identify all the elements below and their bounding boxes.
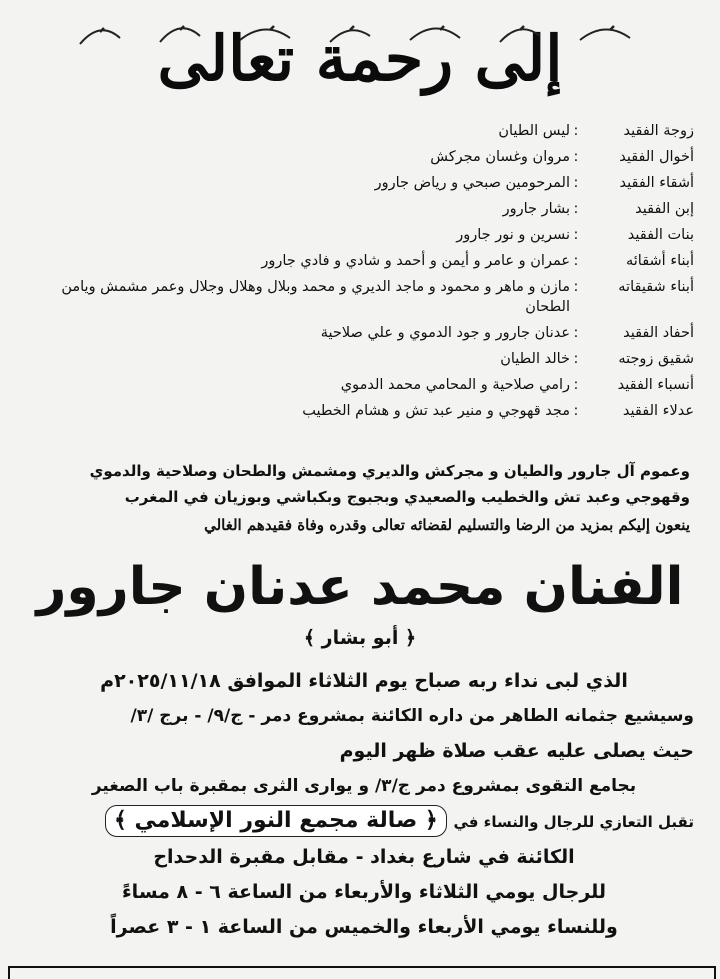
family-row: [24, 222, 694, 248]
family-value: المرحومين صبحي و رياض جارور: [374, 175, 570, 191]
family-value: عدنان جارور و جود الدموي و علي صلاحية: [320, 325, 570, 341]
family-row: [24, 248, 694, 274]
prayer-line: حيث يصلى عليه عقب صلاة ظهر اليوم: [339, 740, 694, 762]
family-value: بشار جارور: [502, 201, 570, 217]
family-key: أشقاء الفقيد: [619, 175, 694, 191]
family-row: [24, 118, 694, 144]
deceased-nickname: ﴿ أبو بشار ﴾: [303, 627, 417, 649]
colon: :: [573, 279, 579, 295]
family-key: أبناء شقيقاته: [618, 279, 694, 295]
header: [40, 14, 680, 104]
family-row: [24, 398, 694, 424]
family-value: مجد قهوجي و منير عبد تش و هشام الخطيب: [302, 403, 570, 419]
men-hours-line: للرجال يومي الثلاثاء والأربعاء من الساعة ٦ - ٨ مساءً: [121, 881, 607, 903]
surnames-line: وعموم آل جارور والطيان و مجركش والديري ومشمش والطحان وصلاحية والدموي: [89, 462, 690, 480]
family-value: نسرين و نور جارور: [456, 227, 570, 243]
procession-line: وسيشيع جثمانه الطاهر من داره الكائنة بمشروع دمر - ج/٩/ - برج /٣/: [130, 706, 694, 726]
family-row: [24, 277, 694, 317]
condolence-line: [34, 804, 694, 840]
surnames-line: وقهوجي وعبد تش والخطيب والصعيدي وبجبوج وبكباشي وبوزيان في المغرب: [124, 488, 690, 506]
women-hours-line: وللنساء يومي الأربعاء والخميس من الساعة ١ - ٣ عصراً: [110, 916, 618, 938]
family-list: [24, 118, 694, 424]
family-row: [24, 372, 694, 398]
family-value: مروان وغسان مجركش: [430, 149, 570, 165]
family-value: رامي صلاحية و المحامي محمد الدموي: [340, 377, 570, 393]
colon: :: [573, 325, 579, 341]
family-row: [24, 196, 694, 222]
footer-frame: [8, 966, 716, 979]
colon: :: [573, 377, 579, 393]
condolence-prefix: تقبل التعازي للرجال والنساء في: [453, 813, 694, 831]
colon: :: [573, 351, 579, 367]
family-key: بنات الفقيد: [627, 227, 694, 243]
colon: :: [573, 227, 579, 243]
family-surnames: [30, 458, 690, 510]
family-row: [24, 346, 694, 372]
family-row: [24, 144, 694, 170]
family-key: شقيق زوجته: [618, 351, 694, 367]
colon: :: [573, 123, 579, 139]
colon: :: [573, 201, 579, 217]
family-value: ليس الطيان: [498, 123, 570, 139]
colon: :: [573, 175, 579, 191]
family-key: إبن الفقيد: [635, 201, 694, 217]
header-title: إلى رحمة تعالى: [157, 22, 563, 95]
colon: :: [573, 253, 579, 269]
family-key: أبناء أشقائه: [625, 253, 694, 269]
colon: :: [573, 403, 579, 419]
family-row: [24, 320, 694, 346]
colon: :: [573, 149, 579, 165]
hall-location-line: الكائنة في شارع بغداد - مقابل مقبرة الدحداح: [153, 846, 575, 868]
hall-name: ﴿ صالة مجمع النور الإسلامي ﴾: [105, 805, 447, 837]
family-key: أنسباء الفقيد: [617, 377, 694, 393]
family-key: أحفاد الفقيد: [623, 325, 694, 341]
family-row: [24, 170, 694, 196]
family-key: زوجة الفقيد: [623, 123, 694, 139]
family-key: عدلاء الفقيد: [622, 403, 694, 419]
family-value: مازن و ماهر و محمود و ماجد الديري و محمد وبلال وهلال وجلال وعمر مشمش ويامن الطحان: [61, 279, 570, 315]
burial-line: بجامع التقوى بمشروع دمر ج/٣/ و يوارى الثرى بمقبرة باب الصغير: [91, 776, 637, 796]
family-key: أخوال الفقيد: [619, 149, 694, 165]
funeral-details: [34, 664, 694, 945]
deceased-name: الفنان محمد عدنان جارور: [36, 557, 684, 617]
family-value: عمران و عامر و أيمن و أحمد و شادي و فادي جارور: [261, 253, 570, 269]
family-value: خالد الطيان: [500, 351, 570, 367]
death-date-line: الذي لبى نداء ربه صباح يوم الثلاثاء الموافق ٢٠٢٥/١١/١٨م: [100, 670, 628, 692]
announcement: ينعون إليكم بمزيد من الرضا والتسليم لقضائه تعالى وقدره وفاة فقيدهم الغالي: [204, 516, 690, 534]
calligraphy-flourish-icon: [40, 18, 680, 48]
